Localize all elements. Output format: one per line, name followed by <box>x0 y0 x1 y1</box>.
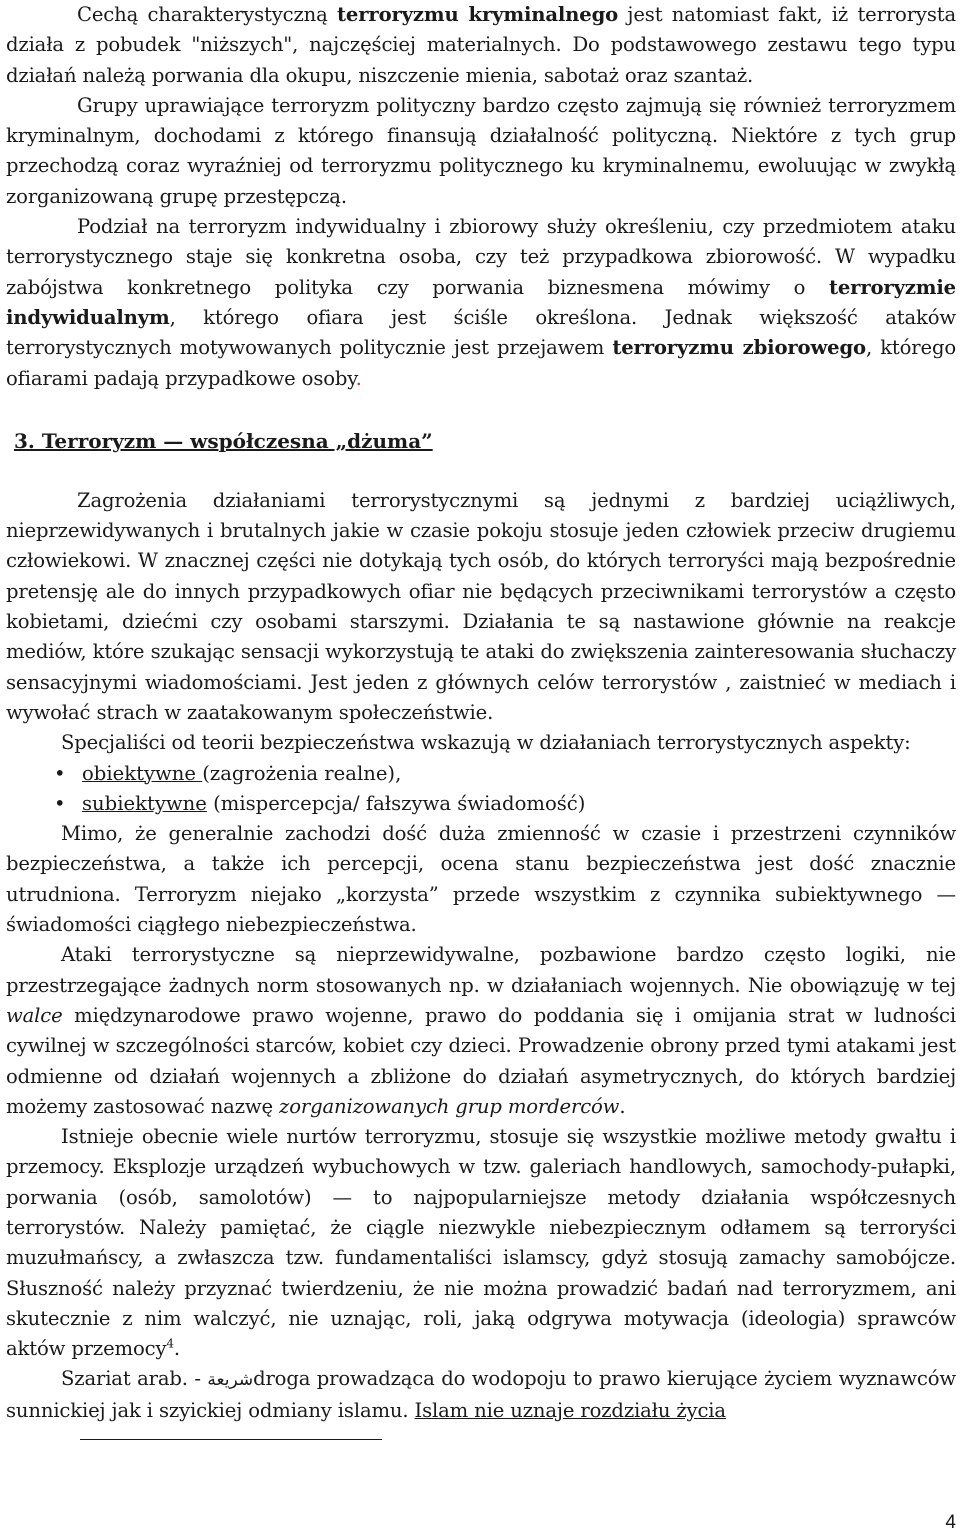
underlined-term: subiektywne <box>82 791 207 815</box>
text: Szariat arab. - <box>61 1367 208 1391</box>
bold-term: terroryzmie indywidualnym <box>6 275 956 329</box>
text: Ataki terrorystyczne są nieprzewidywalne, pozbawione bardzo często logiki, nie przestrzegające żadnych norm stosowanych np. w działaniach wojennych. Nie obowiązuję w tej <box>6 943 956 997</box>
text: , którego ofiara jest ściśle określona. Jednak większość ataków terrorystycznych motywowanych politycznie jest przejawem <box>6 305 956 360</box>
paragraph-threats: Zagrożenia działaniami terrorystycznymi są jednymi z bardziej uciążliwych, nieprzewidywanych i brutalnych jakie w czasie pokoju stosuje jeden człowiek przeciw drugiemu człowiekowi. W znacznej części nie dotykają tych osób, do których terroryści mają bezpośrednie pretensję ale do innych przypadkowych ofiar nie będących przeciwnikami terrorystów a często kobietami, dziećmi czy osobami starszymi. Działania te są nastawione głównie na reakcje mediów, które szukając sensacji wykorzystują te ataki do zwiększenia zainteresowania słuchaczy sensacyjnymi wiadomościami. Jest jeden z głównych celów terrorystów , zaistnieć w mediach i wywołać strach w zaatakowanym społeczeństwie. <box>6 488 956 724</box>
italic-term: zorganizowanych grup morderców <box>279 1094 620 1118</box>
text: droga prowadząca do wodopoju to prawo kierujące życiem wyznawców sunnickiej jak i szyickiej odmiany islamu. <box>6 1367 956 1422</box>
bold-term: terroryzmu kryminalnego <box>337 3 619 26</box>
paragraph-security-factors: Mimo, że generalnie zachodzi dość duża zmienność w czasie i przestrzeni czynników bezpieczeństwa, a także ich percepcji, ocena stanu bezpieczeństwa jest dość znacznie utrudniona. Terroryzm niejako „korzysta” przede wszystkim z czynnika subiektywnego — świadomości ciągłego niebezpieczeństwa. <box>6 822 956 937</box>
italic-term: walce <box>6 1003 63 1027</box>
text: jest natomiast fakt, iż terrorysta działa z pobudek "niższych", najczęściej materialnych. Do podstawowego zestawu tego typu działań należą porwania dla okupu, niszczenie mienia, sabotaż oraz szantaż. <box>6 3 956 87</box>
text: . <box>619 1094 626 1118</box>
list-item <box>54 759 956 789</box>
paragraph-aspects-intro: Specjaliści od teorii bezpieczeństwa wskazują w działaniach terrorystycznych aspekty: <box>61 731 911 755</box>
red-period: . <box>355 366 362 390</box>
text: . <box>173 1337 180 1361</box>
paragraph-unpredictable-attacks <box>6 940 956 1122</box>
page-number: 4 <box>945 1512 956 1533</box>
footnote-separator <box>80 1439 382 1440</box>
text: międzynarodowe prawo wojenne, prawo do poddania się i omijania strat w ludności cywilnej w szczególności starców, kobiet czy dzieci. Prowadzenie obrony przed tymi atakami jest odmienne od działań wojennych a zbliżone do działań asymetrycznych, do których bardziej możemy zastosować nazwę <box>6 1003 956 1118</box>
arabic-word: شريعة <box>207 1370 254 1391</box>
underlined-term: obiektywne <box>82 761 203 785</box>
bold-term: terroryzmu zbiorowego <box>612 336 866 360</box>
heading-text: 3. Terroryzm — współczesna „dżuma” <box>14 428 433 453</box>
footnote-reference[interactable]: 4 <box>166 1336 174 1351</box>
paragraph-criminal-terrorism <box>6 0 956 91</box>
section-heading <box>6 426 956 456</box>
aspects-list <box>6 759 956 820</box>
list-item <box>54 789 956 819</box>
document-page <box>6 0 956 1426</box>
text: (mispercepcja/ fałszywa świadomość) <box>206 791 586 815</box>
underlined-text: Islam nie uznaje rozdziału życia <box>414 1398 726 1422</box>
text: Podział na terroryzm indywidualny i zbiorowy służy określeniu, czy przedmiotem ataku terrorystycznego staje się konkretna osoba, czy też przypadkowa zbiorowość. W wypadku zabójstwa konkretnego polityka czy porwania biznesmena mówimy o <box>6 215 956 299</box>
text: , którego ofiarami padają przypadkowe osoby <box>6 336 956 390</box>
bullet-icon: • <box>54 791 66 815</box>
paragraph-political-groups: Grupy uprawiające terroryzm polityczny bardzo często zajmują się również terroryzmem kryminalnym, dochodami z którego finansują działalność polityczną. Niektóre z tych grup przechodzą coraz wyraźniej od terroryzmu politycznego ku kryminalnemu, ewoluując w zwykłą zorganizowaną grupę przestępczą. <box>6 93 956 208</box>
paragraph-sharia <box>6 1364 956 1426</box>
bullet-icon: • <box>54 761 66 785</box>
text: Istnieje obecnie wiele nurtów terroryzmu, stosuje się wszystkie możliwe metody gwałtu i przemocy. Eksplozje urządzeń wybuchowych w tzw. galeriach handlowych, samochody-pułapki, porwania (osób, samolotów) — to najpopularniejsze metody działania współczesnych terrorystów. Należy pamiętać, że ciągle niezwykle niebezpiecznym odłamem są terroryści muzułmańscy, a zwłaszcza tzw. fundamentaliści islamscy, gdyż stosują zamachy samobójcze. Słuszność należy przyznać twierdzeniu, że nie można prowadzić badań nad terroryzmem, ani skutecznie z nim walczyć, nie uznając, roli, jaką odgrywa motywacja (ideologia) sprawców aktów przemocy <box>6 1125 956 1361</box>
text: (zagrożenia realne), <box>202 761 402 785</box>
paragraph-terrorism-currents <box>6 1122 956 1364</box>
text: Cechą charakterystyczną <box>77 3 338 26</box>
paragraph-individual-collective <box>6 212 956 394</box>
